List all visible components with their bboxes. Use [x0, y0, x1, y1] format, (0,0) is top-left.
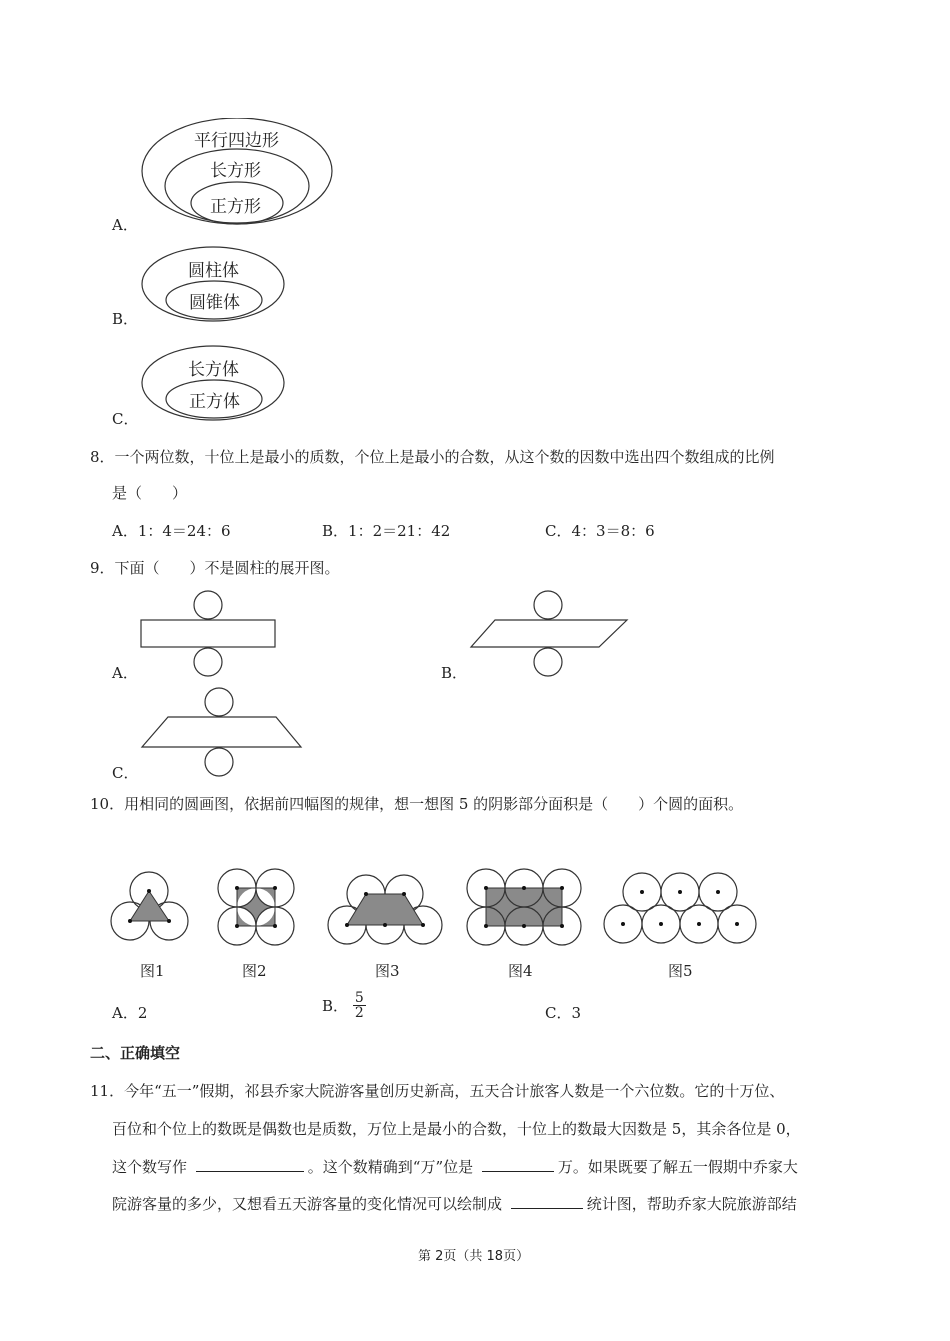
q7-label-c: C．	[112, 410, 139, 428]
q11-line3-part1: 这个数写作	[112, 1158, 188, 1176]
venn-c-outer-label: 长方体	[188, 360, 239, 380]
q10-stem: 10．用相同的圆画图，依据前四幅图的规律，想一想图 5 的阴影部分面积是（ ）个圆的面积。	[90, 795, 744, 813]
figure-3-caption: 图3	[375, 962, 400, 980]
venn-b-inner-label: 圆锥体	[189, 293, 240, 313]
fraction-numerator: 5	[354, 990, 364, 1006]
answer-blank-number[interactable]	[196, 1155, 304, 1172]
q8-option-c: C．4：3＝8：6	[545, 522, 655, 540]
q11-line4-part2: 统计图，帮助乔家大院旅游部结	[586, 1195, 797, 1213]
q9-label-b: B．	[441, 664, 468, 682]
venn-a-inner-label: 正方形	[210, 197, 261, 217]
q11-line3-part3: 万。如果既要了解五一假期中乔家大	[557, 1158, 798, 1176]
figure-5-drawing	[604, 873, 756, 943]
venn-c-inner-label: 正方体	[189, 392, 240, 412]
figure-5-caption: 图5	[668, 962, 693, 980]
figure-2-caption: 图2	[242, 962, 267, 980]
answer-blank-chart-type[interactable]	[511, 1192, 583, 1209]
venn-a-outer-label: 平行四边形	[194, 131, 279, 151]
figure-4-drawing	[467, 869, 581, 945]
figure-1-drawing	[111, 872, 188, 940]
q7-label-b: B．	[112, 310, 139, 328]
q7-option-a	[112, 118, 342, 234]
q7-option-b	[138, 245, 288, 325]
q11-line4	[112, 1192, 797, 1214]
q8-option-b: B．1：2＝21：42	[322, 522, 451, 540]
q10-option-a: A．2	[112, 1004, 148, 1022]
cylinder-net-parallelogram	[467, 590, 632, 680]
q8-stem-line2: 是（ ）	[112, 484, 188, 502]
figure-4-caption: 图4	[508, 962, 533, 980]
q8-stem-line1: 8．一个两位数，十位上是最小的质数，个位上是最小的合数，从这个数的因数中选出四个数组成的比例	[90, 448, 775, 466]
q11-line3	[112, 1155, 798, 1177]
q11-line3-part2: 。这个数精确到“万”位是	[307, 1158, 474, 1176]
figure-2-drawing	[218, 869, 294, 945]
section-heading: 二、正确填空	[90, 1044, 181, 1062]
q11-line4-part1: 院游客量的多少，又想看五天游客量的变化情况可以绘制成	[112, 1195, 503, 1213]
venn-b-outer-label: 圆柱体	[188, 261, 239, 281]
q10-option-b-label: B．	[322, 997, 349, 1015]
cylinder-net-trapezoid	[138, 686, 303, 781]
q10-option-b	[322, 991, 366, 1020]
q7-label-a: A．	[112, 216, 138, 234]
q9-stem: 9．下面（ ）不是圆柱的展开图。	[90, 559, 340, 577]
figure-3-drawing	[328, 875, 442, 944]
q10-option-c: C．3	[545, 1004, 582, 1022]
q8-option-a: A．1：4＝24：6	[112, 522, 231, 540]
q11-line2: 百位和个位上的数既是偶数也是质数，万位上是最小的合数，十位上的数最大因数是 5，其余各位是 0，	[112, 1120, 801, 1138]
fraction-five-halves	[353, 991, 366, 1020]
answer-blank-rounded[interactable]	[482, 1155, 554, 1172]
page-footer: 第 2页（共 18页）	[418, 1249, 530, 1264]
fraction-denominator: 2	[354, 1005, 364, 1021]
venn-a-middle-label: 长方形	[210, 161, 261, 181]
q11-line1: 11．今年“五一”假期，祁县乔家大院游客量创历史新高，五天合计旅客人数是一个六位数。它的十万位、	[90, 1082, 785, 1100]
cylinder-net-rectangle	[138, 590, 288, 680]
q7-option-c	[138, 344, 288, 424]
figure-1-caption: 图1	[140, 962, 165, 980]
q9-label-a: A．	[112, 664, 138, 682]
circle-pattern-figures	[105, 860, 765, 970]
q9-label-c: C．	[112, 764, 139, 782]
